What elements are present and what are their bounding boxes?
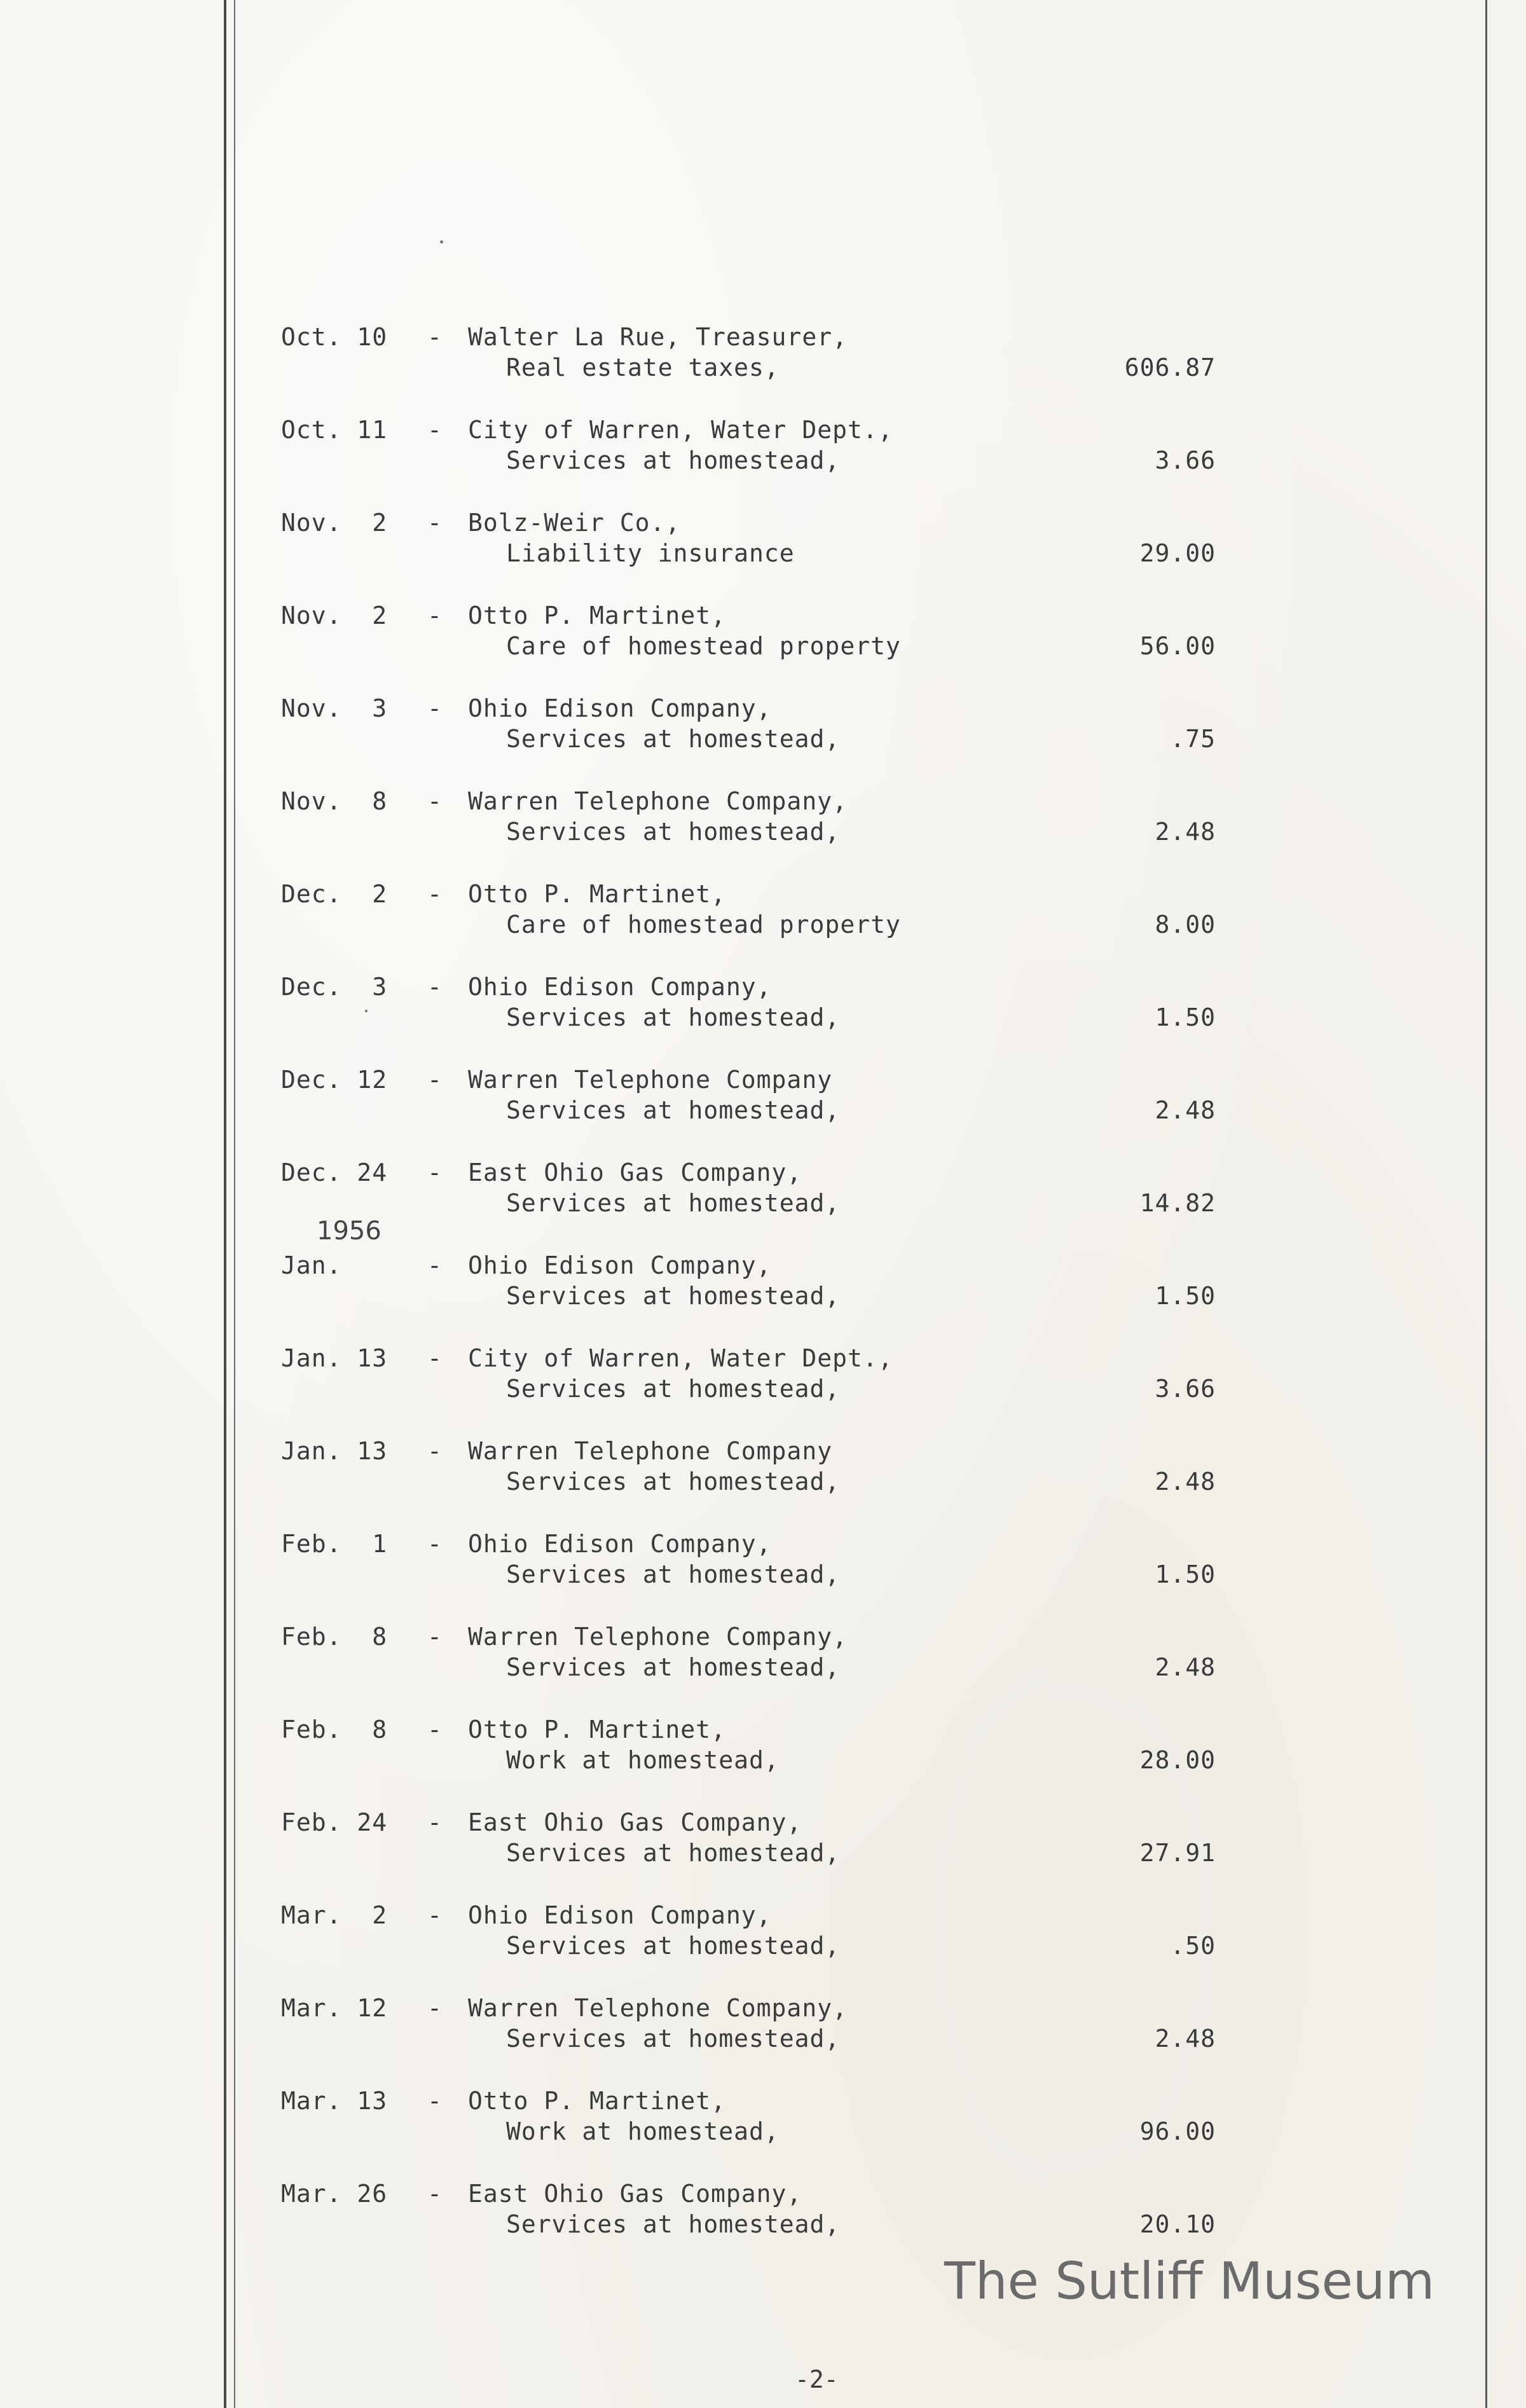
entry-description: Work at homestead,: [506, 2117, 780, 2145]
entry-description: Services at homestead,: [506, 725, 841, 753]
entry-amount: .75: [1170, 725, 1216, 753]
entry-payee: Warren Telephone Company: [468, 1066, 833, 1094]
entry-description: Services at homestead,: [506, 446, 841, 474]
entry-amount: 1.50: [1155, 1003, 1216, 1031]
entry-separator: -: [427, 2180, 443, 2208]
entry-separator: -: [427, 694, 443, 722]
entry-payee: City of Warren, Water Dept.,: [468, 1344, 893, 1372]
ledger-entry: [0, 1436, 1526, 1506]
entry-date: Nov. 8: [281, 787, 388, 815]
entry-amount: .50: [1170, 1932, 1216, 1960]
entry-date: Nov. 2: [281, 602, 388, 630]
entry-separator: -: [427, 1066, 443, 1094]
entry-description: Services at homestead,: [506, 1839, 841, 1867]
entry-date: Jan. 13: [281, 1437, 388, 1465]
entry-date: Nov. 3: [281, 694, 388, 722]
ledger-entry: [0, 1621, 1526, 1691]
paper-speck: [440, 240, 443, 244]
entry-amount: 2.48: [1155, 1096, 1216, 1124]
entry-description: Services at homestead,: [506, 818, 841, 846]
entry-date: Dec. 24: [281, 1159, 388, 1187]
entry-amount: 29.00: [1139, 539, 1216, 567]
entry-payee: East Ohio Gas Company,: [468, 1808, 802, 1836]
entry-payee: East Ohio Gas Company,: [468, 2180, 802, 2208]
entry-payee: Otto P. Martinet,: [468, 880, 726, 908]
entry-payee: Otto P. Martinet,: [468, 1716, 726, 1744]
museum-watermark: The Sutliff Museum: [944, 2252, 1435, 2311]
entry-separator: -: [427, 1716, 443, 1744]
ledger-entry: [0, 1993, 1526, 2063]
entry-description: Work at homestead,: [506, 1746, 780, 1774]
entry-separator: -: [427, 1437, 443, 1465]
entry-payee: Ohio Edison Company,: [468, 1901, 772, 1929]
entry-date: Jan.: [281, 1251, 342, 1279]
entry-description: Services at homestead,: [506, 1653, 841, 1681]
entry-payee: Walter La Rue, Treasurer,: [468, 323, 848, 351]
ledger-entry: [0, 322, 1526, 392]
paper-speck: [365, 1010, 368, 1012]
entry-payee: Warren Telephone Company,: [468, 787, 848, 815]
entry-amount: 27.91: [1139, 1839, 1216, 1867]
entry-amount: 2.48: [1155, 1468, 1216, 1496]
page-number: -2-: [795, 2365, 839, 2393]
ledger-entry: [0, 786, 1526, 856]
ledger-entry: [0, 1714, 1526, 1784]
entry-amount: 8.00: [1155, 911, 1216, 939]
entry-payee: Ohio Edison Company,: [468, 973, 772, 1001]
entry-payee: Warren Telephone Company,: [468, 1994, 848, 2022]
entry-description: Services at homestead,: [506, 1096, 841, 1124]
entry-description: Services at homestead,: [506, 1375, 841, 1403]
entry-description: Services at homestead,: [506, 1560, 841, 1588]
entry-description: Services at homestead,: [506, 1003, 841, 1031]
entry-separator: -: [427, 1530, 443, 1558]
entry-date: Feb. 8: [281, 1623, 388, 1651]
entry-payee: Otto P. Martinet,: [468, 2087, 726, 2115]
entry-date: Mar. 26: [281, 2180, 388, 2208]
entry-description: Services at homestead,: [506, 1932, 841, 1960]
entry-amount: 96.00: [1139, 2117, 1216, 2145]
entry-payee: Ohio Edison Company,: [468, 1251, 772, 1279]
entry-separator: -: [427, 1623, 443, 1651]
entry-description: Services at homestead,: [506, 2210, 841, 2238]
entry-date: Jan. 13: [281, 1344, 388, 1372]
entry-date: Feb. 8: [281, 1716, 388, 1744]
entry-description: Real estate taxes,: [506, 354, 780, 382]
entry-payee: Bolz-Weir Co.,: [468, 509, 681, 537]
handwritten-year-note: 1956: [317, 1216, 382, 1246]
entry-payee: Warren Telephone Company: [468, 1437, 833, 1465]
entry-payee: Warren Telephone Company,: [468, 1623, 848, 1651]
entry-separator: -: [427, 2087, 443, 2115]
entry-description: Services at homestead,: [506, 1189, 841, 1217]
entry-separator: -: [427, 880, 443, 908]
entry-amount: 606.87: [1124, 354, 1216, 382]
ledger-entry: [0, 2086, 1526, 2156]
entry-amount: 2.48: [1155, 818, 1216, 846]
entry-separator: -: [427, 509, 443, 537]
entry-separator: -: [427, 1159, 443, 1187]
entry-description: Care of homestead property: [506, 911, 901, 939]
ledger-entry: [0, 1529, 1526, 1599]
entry-date: Oct. 11: [281, 416, 388, 444]
entry-description: Care of homestead property: [506, 632, 901, 660]
ledger-entry: [0, 693, 1526, 763]
ledger-entry: [0, 2178, 1526, 2248]
entry-payee: East Ohio Gas Company,: [468, 1159, 802, 1187]
ledger-entry: [0, 600, 1526, 670]
entry-description: Services at homestead,: [506, 1282, 841, 1310]
entry-amount: 1.50: [1155, 1282, 1216, 1310]
ledger-entry: [0, 1157, 1526, 1227]
entry-date: Oct. 10: [281, 323, 388, 351]
entry-separator: -: [427, 602, 443, 630]
entry-payee: Otto P. Martinet,: [468, 602, 726, 630]
entry-amount: 2.48: [1155, 2025, 1216, 2053]
entry-description: Services at homestead,: [506, 1468, 841, 1496]
entry-payee: City of Warren, Water Dept.,: [468, 416, 893, 444]
entry-date: Mar. 12: [281, 1994, 388, 2022]
ledger-entry: [0, 1250, 1526, 1320]
ledger-entry: [0, 972, 1526, 1042]
entry-separator: -: [427, 416, 443, 444]
entry-separator: -: [427, 1994, 443, 2022]
entry-date: Feb. 24: [281, 1808, 388, 1836]
entry-separator: -: [427, 973, 443, 1001]
entry-date: Nov. 2: [281, 509, 388, 537]
entry-separator: -: [427, 787, 443, 815]
entry-description: Services at homestead,: [506, 2025, 841, 2053]
entry-date: Dec. 3: [281, 973, 388, 1001]
ledger-entry: [0, 879, 1526, 949]
ledger-entry: [0, 1900, 1526, 1970]
ledger-entry: [0, 1807, 1526, 1877]
entry-separator: -: [427, 1251, 443, 1279]
ledger-entry: [0, 507, 1526, 577]
entry-date: Feb. 1: [281, 1530, 388, 1558]
entry-date: Dec. 12: [281, 1066, 388, 1094]
entry-separator: -: [427, 323, 443, 351]
entry-amount: 1.50: [1155, 1560, 1216, 1588]
entry-date: Mar. 13: [281, 2087, 388, 2115]
entry-separator: -: [427, 1808, 443, 1836]
entry-date: Dec. 2: [281, 880, 388, 908]
entry-amount: 2.48: [1155, 1653, 1216, 1681]
entry-amount: 3.66: [1155, 1375, 1216, 1403]
entry-date: Mar. 2: [281, 1901, 388, 1929]
ledger-entry: [0, 1064, 1526, 1134]
entry-separator: -: [427, 1344, 443, 1372]
entry-description: Liability insurance: [506, 539, 795, 567]
entry-amount: 14.82: [1139, 1189, 1216, 1217]
entry-amount: 20.10: [1139, 2210, 1216, 2238]
entry-payee: Ohio Edison Company,: [468, 694, 772, 722]
ledger-entry: [0, 415, 1526, 485]
ledger-entry: [0, 1343, 1526, 1413]
entry-amount: 56.00: [1139, 632, 1216, 660]
entry-amount: 28.00: [1139, 1746, 1216, 1774]
entry-separator: -: [427, 1901, 443, 1929]
entry-amount: 3.66: [1155, 446, 1216, 474]
entry-payee: Ohio Edison Company,: [468, 1530, 772, 1558]
